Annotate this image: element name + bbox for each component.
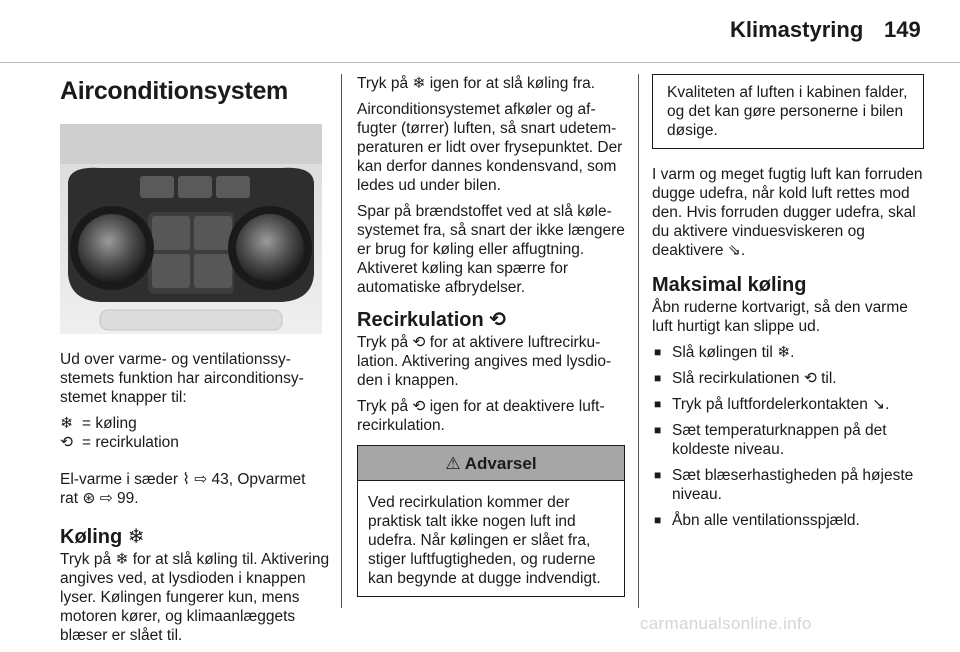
section-cooling-label: Køling: [60, 526, 123, 548]
warning-box: [357, 445, 625, 597]
warning-title: Advarsel: [464, 454, 537, 473]
climate-control-panel-photo: [60, 124, 322, 334]
page-reference-icon: ⇨: [99, 490, 113, 507]
section-recirculation-label: Recirkulation: [357, 309, 484, 331]
symbol-legend: [60, 414, 330, 452]
list-item: ■ Sæt temperaturknappen på det koldeste niveau.: [652, 421, 924, 459]
cooling-off-text: Tryk på ❄ igen for at slå køling fra.: [357, 75, 596, 92]
air-distribution-windscreen-icon: ⇘: [727, 242, 741, 259]
list-item: ■ Slå kølingen til ❄.: [652, 343, 924, 362]
intro-text: Ud over varme- og ventilationssystemets funktion har airconditionsystemet knapper til:: [60, 351, 304, 406]
max-cooling-steps: [652, 343, 924, 530]
section-cooling-text: Tryk på ❄ for at slå køling til. Aktivering angives ved, at lysdioden i knappen lyser. Kølingen fungerer kun, mens motoren kører, og klimaanlæggets blæser er slået til.: [60, 551, 330, 644]
column-divider: [638, 74, 639, 608]
section-max-cooling-title: Maksimal køling: [652, 274, 807, 296]
column-right: [652, 74, 924, 537]
legend-row-cooling: [60, 414, 330, 433]
fuel-saving-text: Spar på brændstoffet ved at slå kølesystemet fra, så snart der ikke længere er brug for køling eller affugtning. Aktiveret køling kan spærre for automatiske afbrydelser.: [357, 203, 625, 296]
page-reference-icon: ⇨: [194, 471, 208, 488]
heated-steering-icon: ⊛: [82, 490, 96, 507]
dehumidify-text: Airconditionsystemet afkøler og affugter (tørrer) luften, så snart udetemperaturen er lidt over frysepunktet. Der kan derfor dannes kondensvand, som ledes ud under bilen.: [357, 101, 623, 194]
column-divider: [341, 74, 342, 608]
list-item: ■ Slå recirkulationen ⟲ til.: [652, 369, 924, 388]
footer-watermark: carmanualsonline.info: [640, 614, 812, 633]
windscreen-fog-body: I varm og meget fugtig luft kan forruden dugge udefra, når kold luft rettes mod den. Hvis forruden dugger udefra, skal du aktivere vinduesviskeren og deaktivere: [652, 166, 923, 259]
heated-seats-reference[interactable]: 43, Opvarmet: [211, 471, 306, 488]
snowflake-icon: ❄: [127, 526, 145, 548]
header-title: Klimastyring: [730, 17, 864, 42]
column-left: [60, 74, 330, 652]
recirculation-on-text: Tryk på ⟲ for at aktivere luftrecirkulation. Aktivering angives med lysdioden i knappen.: [357, 334, 612, 389]
legend-row-recirculation: [60, 433, 330, 452]
heated-seat-icon: ⌇: [182, 471, 190, 488]
page-number: 149: [884, 17, 921, 42]
snowflake-icon: ❄: [60, 415, 73, 432]
info-box: Kvaliteten af luften i kabinen falder, og det kan gøre personerne i bilen døsige.: [652, 74, 924, 149]
list-item: ■ Åbn alle ventilationsspjæld.: [652, 511, 924, 530]
recirculation-off-text: Tryk på ⟲ igen for at deaktivere luftrecirkulation.: [357, 398, 605, 434]
warning-header: [358, 446, 624, 481]
windscreen-fog-text: I varm og meget fugtig luft kan forruden dugge udefra, når kold luft rettes mod den. Hvis forruden dugger udefra, skal du aktivere vinduesviskeren og deaktivere ⇘.: [652, 166, 923, 259]
section-recirculation-title: [357, 309, 625, 331]
heated-steering-text: rat: [60, 490, 79, 507]
heated-seats-text: El-varme i sæder: [60, 471, 178, 488]
legend-text-recirculation: = recirkulation: [82, 434, 179, 451]
cross-references: [60, 470, 330, 508]
max-cooling-intro: Åbn ruderne kortvarigt, så den varme luft hurtigt kan slippe ud.: [652, 299, 908, 335]
recirculation-icon: ⟲: [60, 434, 73, 451]
recirculation-icon: ⟲: [489, 309, 507, 331]
header-rule: [0, 62, 960, 63]
page-title: Airconditionsystem: [60, 77, 288, 105]
warning-text: Ved recirkulation kommer der praktisk talt ikke nogen luft ind udefra. Når kølingen er slået fra, stiger luftfugtigheden, og ruderne kan begynde at dugge indvendigt.: [368, 494, 601, 587]
section-cooling-title: [60, 526, 330, 548]
heated-steering-reference[interactable]: 99.: [117, 490, 139, 507]
legend-text-cooling: = køling: [82, 415, 137, 432]
column-middle: [357, 74, 625, 597]
list-item: ■ Sæt blæserhastigheden på højeste niveau.: [652, 466, 924, 504]
list-item: ■ Tryk på luftfordelerkontakten ↘.: [652, 395, 924, 414]
climate-panel-illustration: [60, 124, 322, 334]
warning-icon: ⚠: [445, 454, 461, 473]
